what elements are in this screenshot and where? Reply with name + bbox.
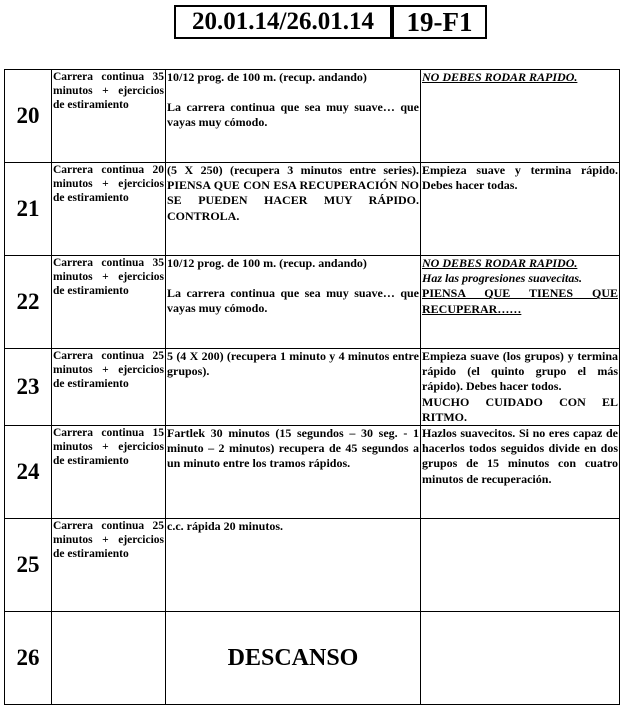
continuous-run-cell: Carrera continua 20 minutos + ejercicios de estiramiento [52,163,166,256]
day-number: 21 [5,163,52,256]
table-row [5,426,620,519]
note-line: Empieza suave (los grupos) y termina rápido (el quinto grupo el más rápido). Debes hacer todos. [422,349,618,394]
note-cell [421,612,620,705]
workout-line: c.c. rápida 20 minutos. [167,519,284,534]
day-number: 20 [5,70,52,163]
table-row [5,163,620,256]
continuous-run-cell [52,612,166,705]
note-line: Empieza suave y termina rápido. Debes hacer todas. [422,163,618,193]
note-line: MUCHO CUIDADO CON EL RITMO. [422,394,618,424]
rest-day-label: DESCANSO [166,612,421,705]
day-number: 22 [5,256,52,349]
note-line: NO DEBES RODAR RAPIDO. [422,70,578,84]
continuous-run-cell: Carrera continua 35 minutos + ejercicios de estiramiento [52,70,166,163]
table-row [5,349,620,426]
note-cell [421,256,620,349]
plan-code: 19-F1 [392,5,487,39]
continuous-run-cell: Carrera continua 35 minutos + ejercicios de estiramiento [52,256,166,349]
continuous-run-cell: Carrera continua 15 minutos + ejercicios de estiramiento [52,426,166,519]
table-row [5,256,620,349]
day-number: 23 [5,349,52,426]
workout-line: La carrera continua que sea muy suave… que vayas muy cómodo. [167,286,419,316]
note-line: Haz las progresiones suavecitas. [422,271,583,286]
workout-cell [166,70,421,163]
note-cell [421,70,620,163]
workout-cell [166,426,421,519]
note-line: Hazlos suavecitos. Si no eres capaz de hacerlos todos seguidos divide en dos grupos de 15 minutos con cuatro minutos de recuperación. [422,426,618,486]
workout-line: 5 (4 X 200) (recupera 1 minuto y 4 minutos entre grupos). [167,349,419,379]
day-number: 26 [5,612,52,705]
day-number: 24 [5,426,52,519]
workout-cell [166,349,421,426]
workout-spacer [167,271,419,286]
table-row [5,519,620,612]
note-cell [421,349,620,426]
table-row [5,612,620,705]
workout-line: (5 X 250) (recupera 3 minutos entre series). PIENSA QUE CON ESA RECUPERACIÓN NO SE PUEDEN HACER MUY RÁPIDO. CONTROLA. [167,163,419,223]
note-cell [421,163,620,256]
workout-cell [166,256,421,349]
continuous-run-cell: Carrera continua 25 minutos + ejercicios de estiramiento [52,519,166,612]
week-dates: 20.01.14/26.01.14 [174,5,392,39]
day-number: 25 [5,519,52,612]
workout-cell [166,519,421,612]
workout-line: La carrera continua que sea muy suave… que vayas muy cómodo. [167,100,419,130]
note-line: NO DEBES RODAR RAPIDO. [422,256,578,270]
workout-cell [166,163,421,256]
table-row [5,70,620,163]
workout-spacer [167,85,419,100]
workout-line: 10/12 prog. de 100 m. (recup. andando) [167,70,367,84]
training-table [4,69,620,705]
note-line: PIENSA QUE TIENES QUE RECUPERAR…… [422,286,618,316]
note-cell [421,426,620,519]
continuous-run-cell: Carrera continua 25 minutos + ejercicios de estiramiento [52,349,166,426]
note-cell [421,519,620,612]
workout-line: Fartlek 30 minutos (15 segundos – 30 seg. - 1 minuto – 2 minutos) recupera de 45 segundos a un minuto entre los tramos rápidos. [167,426,419,471]
workout-line: 10/12 prog. de 100 m. (recup. andando) [167,256,367,270]
